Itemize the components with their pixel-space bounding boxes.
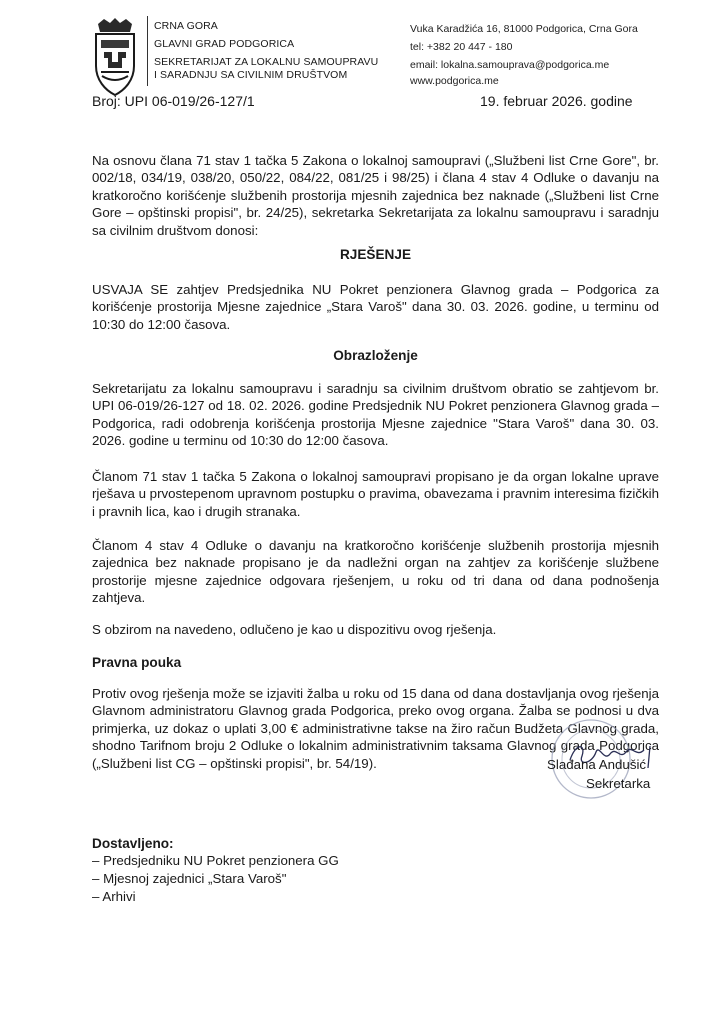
delivery-item: – Arhivi <box>92 889 136 904</box>
delivery-item: – Mjesnoj zajednici „Stara Varoš" <box>92 871 287 886</box>
letterhead <box>0 0 724 120</box>
header-website: www.podgorica.me <box>410 75 499 87</box>
delivery-item: – Predsjedniku NU Pokret penzionera GG <box>92 853 339 868</box>
intro-paragraph: Na osnovu člana 71 stav 1 tačka 5 Zakona o lokalnoj samoupravi („Službeni list Crne Gore", br. 002/18, 034/19, 038/20, 050/22, 084/22, 081/25 i 98/25) i člana 4 stav 4 Odluke o davanju na kratkoročno korišćenje službenih prostorija mjesnih zajednica bez naknade („Službeni list Crne Gore – opštinski propisi", br. 24/25), sekretarka Sekretarijata za lokalnu samoupravu i saradnju sa civilnim društvom donosi: <box>92 153 659 238</box>
signatory-name: Slađana Andušić <box>547 757 647 772</box>
header-divider <box>147 16 148 86</box>
reasoning-paragraph-4: S obzirom na navedeno, odlučeno je kao u dispozitivu ovog rješenja. <box>92 622 497 637</box>
header-address: Vuka Karadžića 16, 81000 Podgorica, Crna Gora <box>410 23 638 35</box>
header-secretariat-line2: I SARADNJU SA CIVILNIM DRUŠTVOM <box>154 69 348 81</box>
header-email: email: lokalna.samouprava@podgorica.me <box>410 59 610 71</box>
header-secretariat-line1: SEKRETARIJAT ZA LOKALNU SAMOUPRAVU <box>154 56 379 68</box>
reference-number: Broj: UPI 06-019/26-127/1 <box>92 93 255 109</box>
coat-of-arms-logo <box>92 18 138 96</box>
legal-remedy-paragraph: Protiv ovog rješenja može se izjaviti žalba u roku od 15 dana od dana dostavljanja ovog rješenja Glavnom administratoru Glavnog grada Podgorica, preko ovog organa. Žalba se podnosi u dva primjerka, uz dokaz o uplati 3,00 € administrativne takse na žiro račun Budžeta Glavnog grada, shodno Tarifnom broju 2 Odluke o lokalnim administrativnim taksama Glavnog grada Podgorica („Službeni list CG – opštinski propisi", br. 54/19). <box>92 686 659 771</box>
legal-remedy-title: Pravna pouka <box>92 655 182 670</box>
header-city: GLAVNI GRAD PODGORICA <box>154 38 295 50</box>
header-phone: tel: +382 20 447 - 180 <box>410 41 513 53</box>
reasoning-title: Obrazloženje <box>333 348 418 363</box>
reasoning-paragraph-3: Članom 4 stav 4 Odluke o davanju na kratkoročno korišćenje službenih prostorija mjesnih zajednica bez naknade propisano je da nadležni organ na zahtjev za korišćenje službene prostorije mjesne zajednice odgovara rješenjem, u roku od tri dana od dana podnošenja zahtjeva. <box>92 538 659 606</box>
dispositive-paragraph: USVAJA SE zahtjev Predsjednika NU Pokret penzionera Glavnog grada – Podgorica za korišćenje prostorija Mjesne zajednice „Stara Varoš" dana 30. 03. 2026. godine, u terminu od 10:30 do 12:00 časova. <box>92 282 659 332</box>
decision-title: RJEŠENJE <box>339 247 412 262</box>
reasoning-paragraph-2: Članom 71 stav 1 tačka 5 Zakona o lokalnoj samoupravi propisano je da organ lokalne uprave rješava u prvostepenom upravnom postupku o pravima, obavezama i pravnim interesima fizičkih i pravnih lica, kao i drugih stranaka. <box>92 469 659 519</box>
document-date: 19. februar 2026. godine <box>480 93 633 109</box>
delivery-title: Dostavljeno: <box>92 836 174 851</box>
signatory-role: Sekretarka <box>586 776 651 791</box>
header-country: CRNA GORA <box>154 20 218 32</box>
reasoning-paragraph-1: Sekretarijatu za lokalnu samoupravu i saradnju sa civilnim društvom obratio se zahtjevom br. UPI 06-019/26-127 od 18. 02. 2026. godine Predsjednik NU Pokret penzionera Glavnog grada – Podgorica, radi odobrenja korišćenja prostorija Mjesne zajednice "Stara Varoš" dana 30. 03. 2026. godine u terminu od 10:30 do 12:00 časova. <box>92 381 659 449</box>
